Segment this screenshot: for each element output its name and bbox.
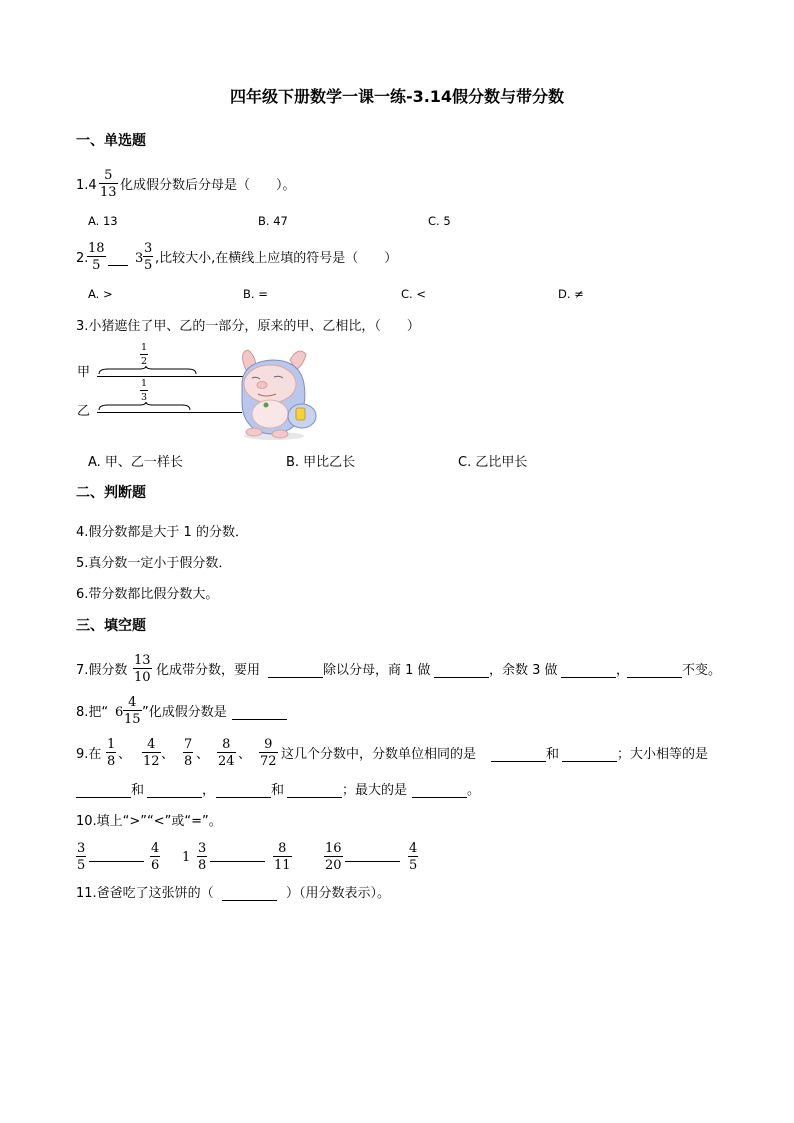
q10-pair1-left-fraction <box>76 842 86 872</box>
q10-blank-3[interactable] <box>345 861 400 862</box>
q9-text-5: ， <box>202 783 216 798</box>
q7-blank-2[interactable] <box>434 677 489 678</box>
question-4: 4.假分数都是大于 1 的分数． <box>76 525 248 540</box>
q9-separator: 、 <box>161 747 175 762</box>
q9-blank-1[interactable] <box>491 761 546 762</box>
q10-pair2-whole: 1 <box>182 850 191 865</box>
q9-f3-denominator: 8 <box>184 754 193 769</box>
q9-fraction-4 <box>217 738 236 768</box>
q7-text-5: 不变。 <box>682 663 722 678</box>
q7-text-4: ， <box>616 663 630 678</box>
q8-fraction <box>123 696 142 726</box>
q1-option-b[interactable]: B. 47 <box>258 214 288 228</box>
q9-text-8: 。 <box>467 783 481 798</box>
q7-fraction <box>133 654 152 684</box>
q2-option-b[interactable]: B. = <box>243 287 268 301</box>
q9-prefix: 9.在 <box>76 747 102 762</box>
q2-text: ,比较大小,在横线上应填的符号是（ ） <box>155 251 398 266</box>
question-6: 6.带分数都比假分数大。 <box>76 587 219 602</box>
q9-f3-numerator: 7 <box>184 737 193 752</box>
q9-text-6: 和 <box>271 783 285 798</box>
q2-fraction-2 <box>143 242 153 272</box>
q10-blank-2[interactable] <box>210 861 265 862</box>
label-jia: 甲 <box>77 365 91 380</box>
q1-numerator: 5 <box>104 168 113 183</box>
q10-pair2-right-fraction <box>273 842 292 872</box>
q3-fraction-yi <box>140 379 148 402</box>
q10-p3b-numerator: 4 <box>409 841 418 856</box>
q11-text-2: ）（用分数表示）。 <box>286 886 391 901</box>
q2-frac1-numerator: 18 <box>88 241 105 256</box>
jia-brace <box>96 366 246 380</box>
q9-f4-denominator: 24 <box>218 754 235 769</box>
q2-fraction-1 <box>87 242 106 272</box>
question-5: 5.真分数一定小于假分数． <box>76 556 232 571</box>
q9-f4-numerator: 8 <box>222 737 231 752</box>
q7-text-2: 除以分母，商 1 做 <box>323 663 431 678</box>
q9-text-4: 和 <box>131 783 145 798</box>
q2-frac2-denominator: 5 <box>144 258 153 273</box>
q9-text-1: 这几个分数中，分数单位相同的是 <box>281 747 477 762</box>
q9-f1-denominator: 8 <box>107 754 116 769</box>
q7-numerator: 13 <box>134 653 151 668</box>
q3-yi-denominator: 3 <box>141 391 148 403</box>
q9-f2-numerator: 4 <box>147 737 156 752</box>
q9-fraction-1 <box>106 738 116 768</box>
q10-pair1-right-fraction <box>150 842 160 872</box>
q2-option-d[interactable]: D. ≠ <box>558 287 584 301</box>
section-heading-true-false: 二、判断题 <box>76 485 146 501</box>
q7-text-1: 化成带分数，要用 <box>156 663 261 678</box>
q2-blank[interactable] <box>108 265 128 266</box>
q3-option-b[interactable]: B. 甲比乙长 <box>286 455 356 470</box>
q10-pair2-left-fraction <box>197 842 207 872</box>
q10-p3b-denominator: 5 <box>409 858 418 873</box>
q1-option-a[interactable]: A. 13 <box>88 214 118 228</box>
q9-f5-numerator: 9 <box>264 737 273 752</box>
q7-blank-4[interactable] <box>627 677 682 678</box>
pig-illustration <box>232 346 327 442</box>
q1-text: 化成假分数后分母是（ ）。 <box>120 178 296 193</box>
q10-pair3-right-fraction <box>408 842 418 872</box>
q1-fraction <box>99 169 118 199</box>
q10-p3a-denominator: 20 <box>325 858 342 873</box>
q10-p1b-denominator: 6 <box>151 858 160 873</box>
q7-denominator: 10 <box>134 670 151 685</box>
q9-text-7: ；最大的是 <box>342 783 408 798</box>
q9-blank-5[interactable] <box>216 797 271 798</box>
q9-separator: 、 <box>238 747 252 762</box>
q9-blank-7[interactable] <box>412 797 467 798</box>
q2-option-c[interactable]: C. < <box>401 287 426 301</box>
q9-text-3: ；大小相等的是 <box>617 747 709 762</box>
q9-fraction-5 <box>259 738 278 768</box>
q11-blank[interactable] <box>222 900 277 901</box>
q10-text: 10.填上“>”“<”或“=”。 <box>76 814 222 829</box>
q9-f2-denominator: 12 <box>143 754 160 769</box>
q3-yi-numerator: 1 <box>141 378 148 389</box>
q1-denominator: 13 <box>100 185 117 200</box>
q8-denominator: 15 <box>124 712 141 727</box>
yi-brace <box>96 402 246 416</box>
section-heading-single-choice: 一、单选题 <box>76 133 146 149</box>
q8-prefix: 8.把“ <box>76 705 109 720</box>
jia-line <box>97 376 245 377</box>
q8-numerator: 4 <box>128 695 137 710</box>
q9-separator: 、 <box>196 747 210 762</box>
q7-prefix: 7.假分数 <box>76 663 128 678</box>
q2-whole: 3 <box>135 251 144 266</box>
q7-blank-1[interactable] <box>268 677 323 678</box>
q10-blank-1[interactable] <box>89 861 144 862</box>
q3-fraction-jia <box>140 343 148 366</box>
q10-p2b-denominator: 11 <box>274 858 291 873</box>
q10-p1a-denominator: 5 <box>77 858 86 873</box>
label-yi: 乙 <box>77 404 91 419</box>
q7-blank-3[interactable] <box>561 677 616 678</box>
q11-text-1: 11.爸爸吃了这张饼的（ <box>76 886 214 901</box>
q8-blank[interactable] <box>232 719 287 720</box>
q10-p2a-denominator: 8 <box>198 858 207 873</box>
q8-text: ”化成假分数是 <box>142 705 227 720</box>
q10-p1b-numerator: 4 <box>151 841 160 856</box>
q7-text-3: ，余数 3 做 <box>489 663 558 678</box>
page-title: 四年级下册数学一课一练-3.14假分数与带分数 <box>229 87 565 106</box>
q10-p3a-numerator: 16 <box>325 841 342 856</box>
q2-prefix: 2. <box>76 251 89 266</box>
q1-prefix: 1.4 <box>76 178 97 193</box>
q10-pair3-left-fraction <box>324 842 343 872</box>
q10-p2a-numerator: 3 <box>198 841 207 856</box>
q3-jia-numerator: 1 <box>141 342 148 353</box>
q9-blank-6[interactable] <box>287 797 342 798</box>
q9-blank-4[interactable] <box>147 797 202 798</box>
q3-text: 3.小猪遮住了甲、乙的一部分，原来的甲、乙相比，（ ） <box>76 319 420 334</box>
yi-line <box>97 412 242 413</box>
q8-whole: 6 <box>115 705 124 720</box>
q2-frac2-numerator: 3 <box>144 241 153 256</box>
q9-blank-3[interactable] <box>76 797 131 798</box>
q2-frac1-denominator: 5 <box>92 258 101 273</box>
q9-f1-numerator: 1 <box>107 737 116 752</box>
q9-blank-2[interactable] <box>562 761 617 762</box>
q9-text-2: 和 <box>546 747 560 762</box>
q1-option-c[interactable]: C. 5 <box>428 214 451 228</box>
q3-jia-denominator: 2 <box>141 355 148 367</box>
q10-p1a-numerator: 3 <box>77 841 86 856</box>
q9-separator: 、 <box>118 747 132 762</box>
q9-f5-denominator: 72 <box>260 754 277 769</box>
q9-fraction-3 <box>183 738 193 768</box>
q3-option-c[interactable]: C. 乙比甲长 <box>458 455 528 470</box>
section-heading-fill-blank: 三、填空题 <box>76 618 146 634</box>
q3-option-a[interactable]: A. 甲、乙一样长 <box>88 455 183 470</box>
q2-option-a[interactable]: A. > <box>88 287 113 301</box>
q10-p2b-numerator: 8 <box>278 841 287 856</box>
q9-fraction-2 <box>142 738 161 768</box>
